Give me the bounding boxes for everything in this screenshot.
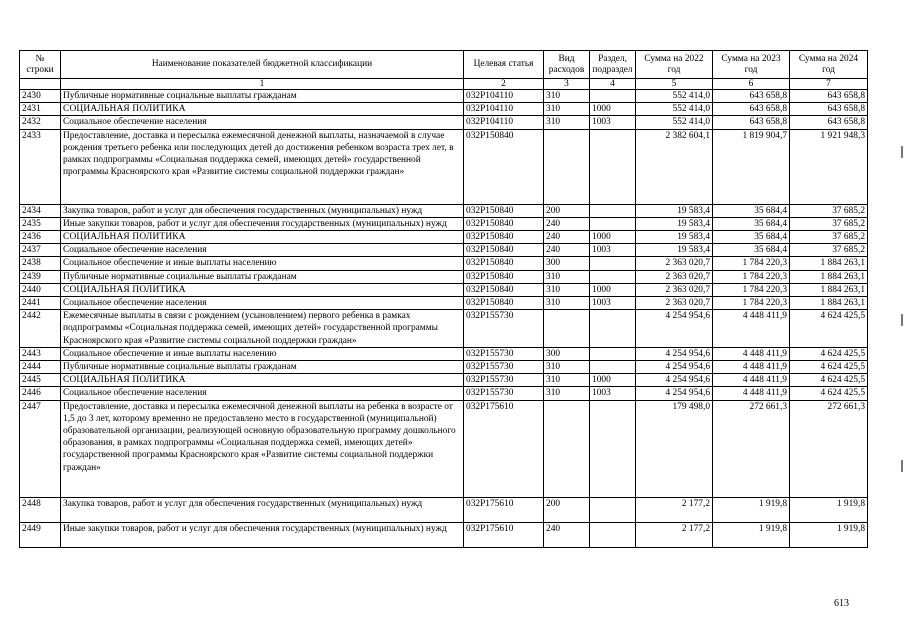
row-section [590,497,636,522]
row-section [590,90,636,103]
row-sum-2022: 552 414,0 [636,116,713,129]
row-sum-2024: 4 624 425,5 [790,387,868,400]
row-section: 1003 [590,116,636,129]
row-sum-2024: 1 919,8 [790,522,868,547]
row-section: 1000 [590,103,636,116]
row-target-article: 032Р150840 [464,244,544,257]
row-name: Социальное обеспечение населения [61,116,464,129]
row-target-article: 032Р150840 [464,297,544,310]
row-expense-type: 310 [544,387,590,400]
row-sum-2023: 4 448 411,9 [713,374,790,387]
row-target-article: 032Р104110 [464,90,544,103]
row-expense-type: 240 [544,231,590,244]
row-target-article: 032Р150840 [464,231,544,244]
table-row [20,497,868,522]
row-sum-2024: 37 685,2 [790,204,868,217]
header-sum-2023: Сумма на 2023 год [713,51,790,79]
table-body [20,90,868,548]
row-sum-2024: 643 658,8 [790,90,868,103]
row-expense-type [544,310,590,348]
table-row [20,217,868,230]
row-section: 1000 [590,283,636,296]
row-section [590,361,636,374]
row-section: 1003 [590,297,636,310]
column-number: 6 [713,79,790,90]
row-expense-type: 310 [544,361,590,374]
row-name: Иные закупки товаров, работ и услуг для обеспечения государственных (муниципальных) нужд [61,217,464,230]
row-sum-2024: 1 919,8 [790,497,868,522]
row-name: Социальное обеспечение населения [61,297,464,310]
row-sum-2023: 35 684,4 [713,204,790,217]
row-expense-type: 200 [544,497,590,522]
row-sum-2024: 1 884 263,1 [790,270,868,283]
row-sum-2024: 272 661,3 [790,400,868,497]
table-row [20,129,868,204]
row-expense-type: 300 [544,257,590,270]
column-number-row [20,79,868,90]
row-sum-2023: 4 448 411,9 [713,387,790,400]
row-number: 2432 [20,116,61,129]
header-razdel: Раздел, подраздел [590,51,636,79]
row-name: Социальное обеспечение и иные выплаты населению [61,257,464,270]
table-row [20,103,868,116]
row-target-article: 032Р150840 [464,204,544,217]
page-number: 613 [834,598,849,609]
row-name: Предоставление, доставка и пересылка ежемесячной денежной выплаты на ребенка в возрасте от 1,5 до 3 лет, которому временно не предоставлено место в государственной (муниципальной) образовательной организации, реализующей основную образовательную программу дошкольного образования, в рамках подпрограммы «Социальная поддержка семей, имеющих детей» государственной программы Красноярского края «Развитие системы социальной поддержки граждан» [61,400,464,497]
row-sum-2022: 2 177,2 [636,497,713,522]
row-section: 1003 [590,387,636,400]
row-expense-type: 310 [544,297,590,310]
row-section [590,522,636,547]
row-expense-type: 300 [544,347,590,360]
row-number: 2436 [20,231,61,244]
table-row [20,244,868,257]
row-sum-2023: 1 819 904,7 [713,129,790,204]
row-number: 2444 [20,361,61,374]
row-sum-2023: 4 448 411,9 [713,310,790,348]
row-sum-2024: 4 624 425,5 [790,374,868,387]
row-sum-2024: 37 685,2 [790,231,868,244]
row-sum-2023: 1 919,8 [713,522,790,547]
row-sum-2024: 1 884 263,1 [790,283,868,296]
scan-edge-mark [901,460,903,472]
row-expense-type: 240 [544,522,590,547]
row-sum-2022: 19 583,4 [636,204,713,217]
row-target-article: 032Р155730 [464,347,544,360]
row-number: 2443 [20,347,61,360]
row-number: 2448 [20,497,61,522]
row-section [590,204,636,217]
row-name: Публичные нормативные социальные выплаты гражданам [61,361,464,374]
row-number: 2430 [20,90,61,103]
row-sum-2022: 4 254 954,6 [636,310,713,348]
row-name: Социальное обеспечение и иные выплаты населению [61,347,464,360]
row-number: 2439 [20,270,61,283]
row-target-article: 032Р155730 [464,310,544,348]
row-name: СОЦИАЛЬНАЯ ПОЛИТИКА [61,231,464,244]
row-target-article: 032Р155730 [464,374,544,387]
row-name: Публичные нормативные социальные выплаты гражданам [61,270,464,283]
row-sum-2024: 4 624 425,5 [790,347,868,360]
row-sum-2024: 1 921 948,3 [790,129,868,204]
row-section [590,129,636,204]
row-name: СОЦИАЛЬНАЯ ПОЛИТИКА [61,283,464,296]
row-sum-2024: 1 884 263,1 [790,297,868,310]
row-number: 2431 [20,103,61,116]
row-sum-2024: 37 685,2 [790,244,868,257]
table-row [20,204,868,217]
row-sum-2023: 4 448 411,9 [713,361,790,374]
row-target-article: 032Р104110 [464,116,544,129]
row-expense-type: 310 [544,270,590,283]
row-sum-2022: 19 583,4 [636,231,713,244]
row-sum-2023: 35 684,4 [713,244,790,257]
table-row [20,90,868,103]
header-vid: Вид расходов [544,51,590,79]
table-row [20,257,868,270]
row-expense-type: 240 [544,217,590,230]
row-sum-2024: 643 658,8 [790,116,868,129]
row-sum-2022: 2 363 020,7 [636,283,713,296]
row-number: 2440 [20,283,61,296]
row-sum-2022: 179 498,0 [636,400,713,497]
table-row [20,231,868,244]
row-sum-2023: 1 784 220,3 [713,270,790,283]
row-target-article: 032Р155730 [464,387,544,400]
table-row [20,387,868,400]
row-sum-2023: 4 448 411,9 [713,347,790,360]
row-section [590,310,636,348]
header-row [20,51,868,79]
row-number: 2433 [20,129,61,204]
column-number [20,79,61,90]
row-name: Ежемесячные выплаты в связи с рождением (усыновлением) первого ребенка в рамках подпрограммы «Социальная поддержка семей, имеющих детей» государственной программы Красноярского края «Развитие системы социальной поддержки граждан» [61,310,464,348]
row-name: Закупка товаров, работ и услуг для обеспечения государственных (муниципальных) нужд [61,204,464,217]
row-sum-2022: 552 414,0 [636,90,713,103]
header-num: № строки [20,51,61,79]
row-name: СОЦИАЛЬНАЯ ПОЛИТИКА [61,374,464,387]
row-number: 2438 [20,257,61,270]
row-number: 2435 [20,217,61,230]
row-sum-2022: 19 583,4 [636,217,713,230]
row-name: Иные закупки товаров, работ и услуг для обеспечения государственных (муниципальных) нужд [61,522,464,547]
row-sum-2023: 272 661,3 [713,400,790,497]
row-sum-2023: 643 658,8 [713,116,790,129]
row-sum-2023: 643 658,8 [713,90,790,103]
row-sum-2022: 4 254 954,6 [636,387,713,400]
row-target-article: 032Р175610 [464,522,544,547]
row-sum-2022: 2 363 020,7 [636,270,713,283]
scan-edge-mark [901,314,903,326]
table-row [20,310,868,348]
row-target-article: 032Р150840 [464,217,544,230]
row-sum-2023: 35 684,4 [713,231,790,244]
column-number: 1 [61,79,464,90]
row-expense-type: 310 [544,90,590,103]
row-expense-type: 310 [544,283,590,296]
table-row [20,270,868,283]
row-name: Публичные нормативные социальные выплаты гражданам [61,90,464,103]
row-section: 1000 [590,231,636,244]
table-row [20,400,868,497]
column-number: 4 [590,79,636,90]
budget-table [19,50,868,548]
table-row [20,522,868,547]
row-target-article: 032Р150840 [464,270,544,283]
row-target-article: 032Р155730 [464,361,544,374]
row-sum-2024: 37 685,2 [790,217,868,230]
row-section [590,257,636,270]
row-expense-type: 310 [544,103,590,116]
row-sum-2023: 643 658,8 [713,103,790,116]
header-sum-2024: Сумма на 2024 год [790,51,868,79]
row-section [590,347,636,360]
row-sum-2024: 643 658,8 [790,103,868,116]
row-expense-type [544,400,590,497]
row-expense-type [544,129,590,204]
row-sum-2022: 552 414,0 [636,103,713,116]
row-section: 1000 [590,374,636,387]
row-sum-2024: 1 884 263,1 [790,257,868,270]
row-name: СОЦИАЛЬНАЯ ПОЛИТИКА [61,103,464,116]
table-row [20,347,868,360]
row-number: 2447 [20,400,61,497]
row-sum-2022: 4 254 954,6 [636,347,713,360]
row-expense-type: 310 [544,374,590,387]
row-number: 2449 [20,522,61,547]
row-sum-2023: 1 784 220,3 [713,297,790,310]
row-number: 2445 [20,374,61,387]
header-sum-2022: Сумма на 2022 год [636,51,713,79]
row-sum-2023: 1 919,8 [713,497,790,522]
row-section [590,270,636,283]
column-number: 5 [636,79,713,90]
row-sum-2022: 19 583,4 [636,244,713,257]
row-expense-type: 240 [544,244,590,257]
row-target-article: 032Р150840 [464,257,544,270]
row-sum-2022: 4 254 954,6 [636,374,713,387]
row-number: 2446 [20,387,61,400]
row-number: 2437 [20,244,61,257]
row-sum-2022: 2 382 604,1 [636,129,713,204]
table-row [20,374,868,387]
row-sum-2023: 1 784 220,3 [713,257,790,270]
row-number: 2434 [20,204,61,217]
row-sum-2022: 2 177,2 [636,522,713,547]
table-row [20,283,868,296]
row-number: 2441 [20,297,61,310]
row-target-article: 032Р175610 [464,497,544,522]
row-sum-2024: 4 624 425,5 [790,310,868,348]
row-expense-type: 200 [544,204,590,217]
row-section: 1003 [590,244,636,257]
header-article: Целевая статья [464,51,544,79]
table-row [20,297,868,310]
column-number: 7 [790,79,868,90]
row-name: Социальное обеспечение населения [61,244,464,257]
row-number: 2442 [20,310,61,348]
row-name: Предоставление, доставка и пересылка ежемесячной денежной выплаты, назначаемой в случае рождения третьего ребенка или последующих детей до достижения ребенком возраста трех лет, в рамках подпрограммы «Социальная поддержка семей, имеющих детей» государственной программы Красноярского края «Развитие системы социальной поддержки граждан» [61,129,464,204]
table-row [20,116,868,129]
row-sum-2022: 2 363 020,7 [636,257,713,270]
table-row [20,361,868,374]
row-sum-2023: 1 784 220,3 [713,283,790,296]
scan-edge-mark [901,146,903,158]
row-target-article: 032Р175610 [464,400,544,497]
row-section [590,217,636,230]
row-target-article: 032Р150840 [464,129,544,204]
row-name: Закупка товаров, работ и услуг для обеспечения государственных (муниципальных) нужд [61,497,464,522]
row-expense-type: 310 [544,116,590,129]
row-sum-2022: 4 254 954,6 [636,361,713,374]
row-sum-2023: 35 684,4 [713,217,790,230]
column-number: 3 [544,79,590,90]
column-number: 2 [464,79,544,90]
row-sum-2022: 2 363 020,7 [636,297,713,310]
row-section [590,400,636,497]
header-name: Наименование показателей бюджетной классификации [61,51,464,79]
row-target-article: 032Р104110 [464,103,544,116]
row-target-article: 032Р150840 [464,283,544,296]
row-name: Социальное обеспечение населения [61,387,464,400]
row-sum-2024: 4 624 425,5 [790,361,868,374]
